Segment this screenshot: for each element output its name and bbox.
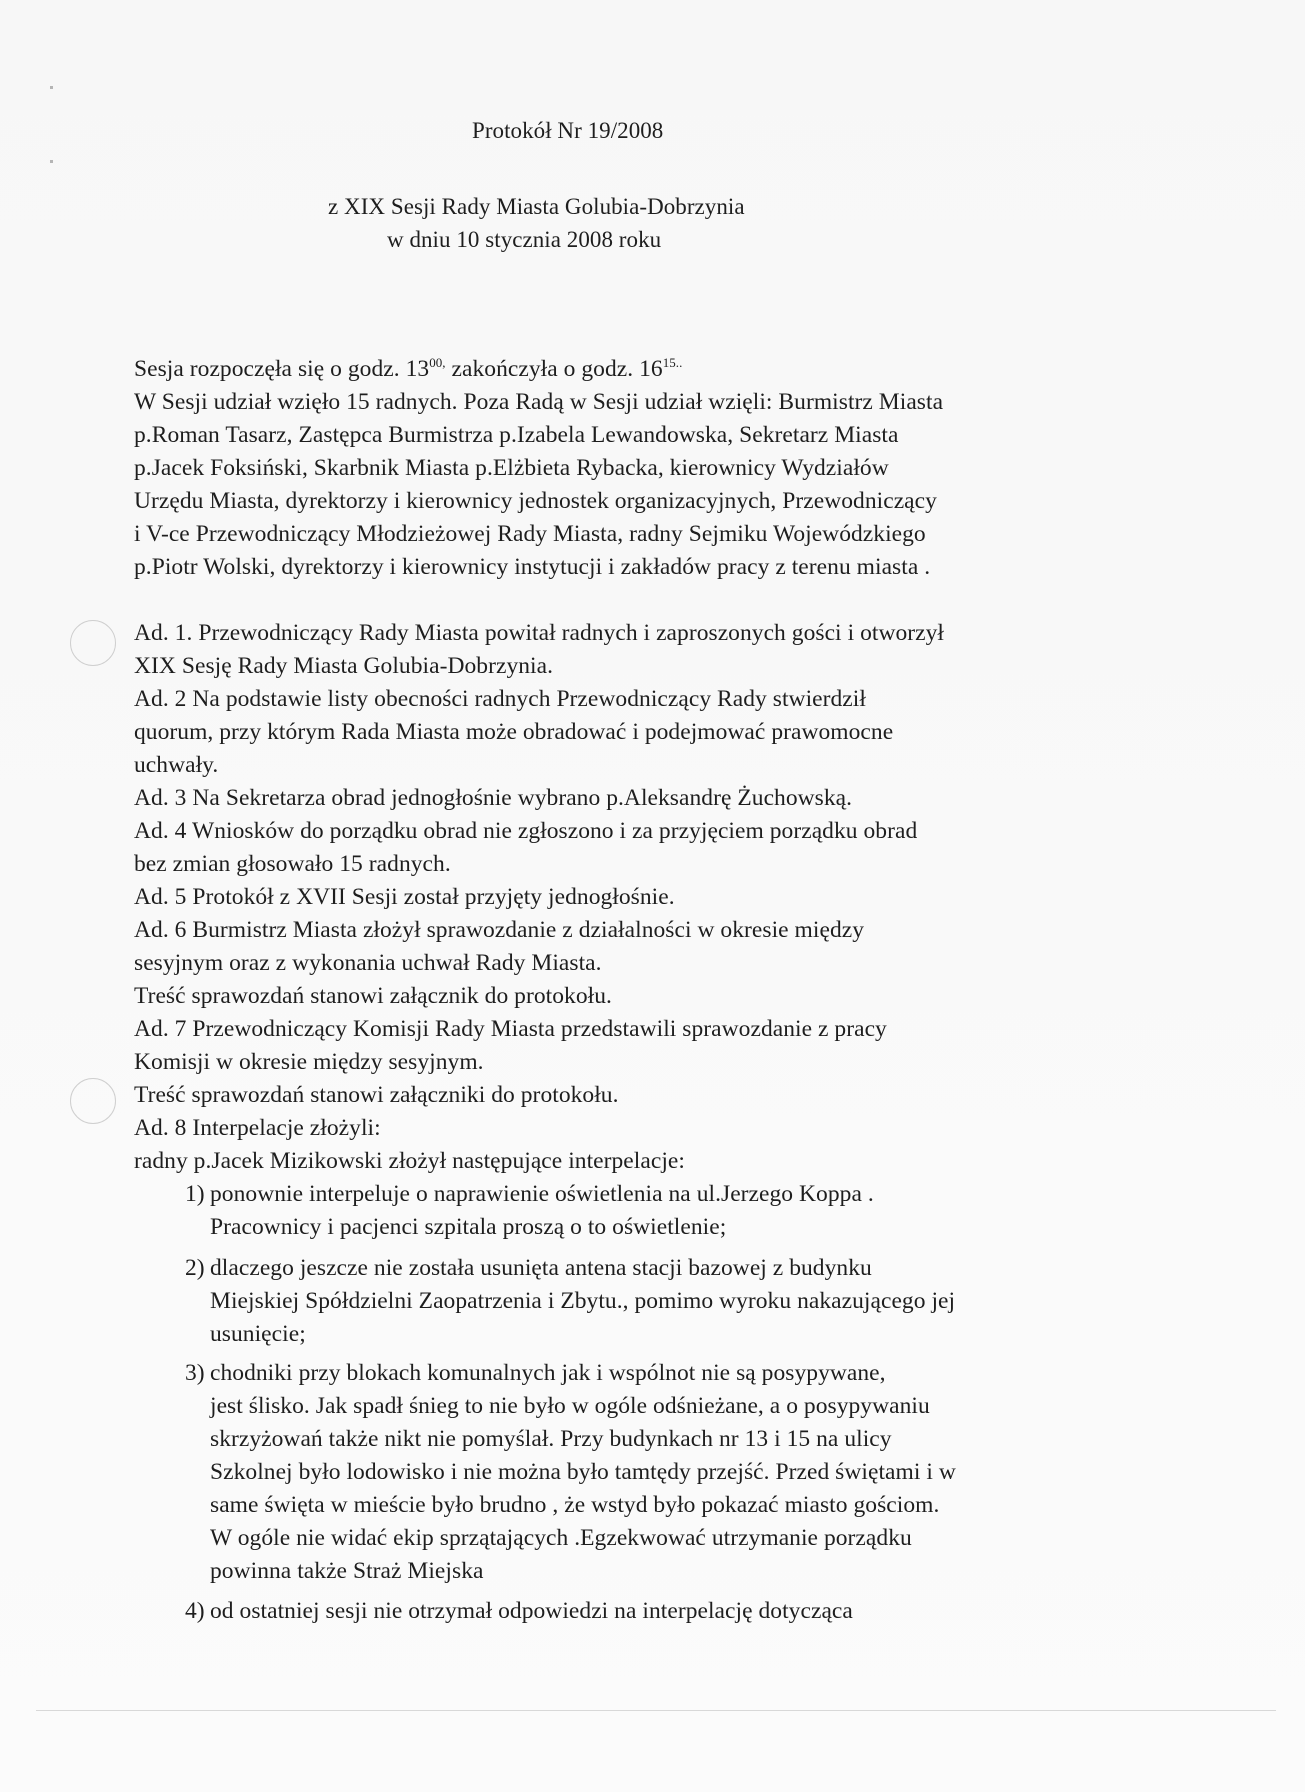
session-end-text: zakończyła o godz. 16 (445, 356, 663, 382)
interpellation-line: powinna także Straż Miejska (210, 1558, 484, 1584)
attendance-line: i V-ce Przewodniczący Młodzieżowej Rady Miasta, radny Sejmiku Wojewódzkiego (134, 521, 926, 547)
agenda-line: Ad. 4 Wniosków do porządku obrad nie zgłoszono i za przyjęciem porządku obrad (134, 818, 918, 844)
interpellation-line: chodniki przy blokach komunalnych jak i wspólnot nie są posypywane, (210, 1360, 886, 1386)
attendance-line: p.Jacek Foksiński, Skarbnik Miasta p.Elżbieta Rybacka, kierownicy Wydziałów (134, 455, 889, 481)
interpellation-line: same święta w mieście było brudno , że wstyd było pokazać miasto gościom. (210, 1492, 940, 1518)
interpellation-line: skrzyżowań także nikt nie pomyślał. Przy budynkach nr 13 i 15 na ulicy (210, 1426, 892, 1452)
session-start-text: Sesja rozpoczęła się o godz. 13 (134, 356, 430, 382)
agenda-line: radny p.Jacek Mizikowski złożył następujące interpelacje: (134, 1148, 685, 1174)
session-times (134, 353, 682, 385)
agenda-line: Ad. 7 Przewodniczący Komisji Rady Miasta przedstawili sprawozdanie z pracy (134, 1016, 887, 1042)
punch-hole-mark (70, 620, 116, 666)
interpellation-line: Szkolnej było lodowisko i nie można było tamtędy przejść. Przed świętami i w (210, 1459, 956, 1485)
list-number: 3) (185, 1360, 205, 1386)
agenda-line: Ad. 1. Przewodniczący Rady Miasta powitał radnych i zaproszonych gości i otworzył (134, 620, 945, 646)
agenda-line: Komisji w okresie między sesyjnym. (134, 1049, 484, 1075)
agenda-line: Ad. 2 Na podstawie listy obecności radnych Przewodniczący Rady stwierdził (134, 686, 866, 712)
session-end-minutes: 15.. (662, 355, 683, 371)
interpellation-line: Miejskiej Spółdzielni Zaopatrzenia i Zbytu., pomimo wyroku nakazującego jej (210, 1288, 956, 1314)
interpellation-line: jest ślisko. Jak spadł śnieg to nie było w ogóle odśnieżane, a o posypywaniu (210, 1393, 930, 1419)
attendance-line: p.Piotr Wolski, dyrektorzy i kierownicy instytucji i zakładów pracy z terenu miasta . (134, 554, 931, 580)
interpellation-line: Pracownicy i pacjenci szpitala proszą o to oświetlenie; (210, 1214, 727, 1240)
session-start-minutes: 00, (429, 355, 446, 371)
agenda-line: Ad. 6 Burmistrz Miasta złożył sprawozdanie z działalności w okresie między (134, 917, 865, 943)
agenda-line: quorum, przy którym Rada Miasta może obradować i podejmować prawomocne (134, 719, 894, 745)
agenda-line: Treść sprawozdań stanowi załączniki do protokołu. (134, 1082, 619, 1108)
list-number: 1) (185, 1181, 205, 1207)
agenda-line: uchwały. (134, 752, 219, 778)
interpellation-line: W ogóle nie widać ekip sprzątających .Egzekwować utrzymanie porządku (210, 1525, 912, 1551)
agenda-line: Ad. 3 Na Sekretarza obrad jednogłośnie wybrano p.Aleksandrę Żuchowską. (134, 785, 853, 811)
session-name: z XIX Sesji Rady Miasta Golubia-Dobrzynia (328, 194, 745, 219)
agenda-line: Ad. 8 Interpelacje złożyli: (134, 1115, 381, 1141)
interpellation-line: dlaczego jeszcze nie została usunięta antena stacji bazowej z budynku (210, 1255, 872, 1281)
interpellation-line: od ostatniej sesji nie otrzymał odpowiedzi na interpelację dotycząca (210, 1598, 853, 1624)
scan-edge-line (36, 1710, 1276, 1711)
punch-hole-mark (70, 1078, 116, 1124)
agenda-line: bez zmian głosowało 15 radnych. (134, 851, 451, 877)
interpellation-line: usunięcie; (210, 1321, 306, 1347)
document-title: Protokół Nr 19/2008 (472, 118, 664, 143)
attendance-line: W Sesji udział wzięło 15 radnych. Poza Radą w Sesji udział wzięli: Burmistrz Miasta (134, 389, 944, 415)
attendance-line: p.Roman Tasarz, Zastępca Burmistrza p.Izabela Lewandowska, Sekretarz Miasta (134, 422, 899, 448)
list-number: 2) (185, 1255, 205, 1281)
scan-speck (50, 160, 53, 163)
agenda-line: XIX Sesję Rady Miasta Golubia-Dobrzynia. (134, 653, 554, 679)
attendance-line: Urzędu Miasta, dyrektorzy i kierownicy jednostek organizacyjnych, Przewodniczący (134, 488, 937, 514)
agenda-line: Treść sprawozdań stanowi załącznik do protokołu. (134, 983, 612, 1009)
scan-speck (50, 86, 53, 89)
agenda-line: Ad. 5 Protokół z XVII Sesji został przyjęty jednogłośnie. (134, 884, 675, 910)
list-number: 4) (185, 1598, 205, 1624)
interpellation-line: ponownie interpeluje o naprawienie oświetlenia na ul.Jerzego Koppa . (210, 1181, 874, 1207)
agenda-line: sesyjnym oraz z wykonania uchwał Rady Miasta. (134, 950, 602, 976)
session-date: w dniu 10 stycznia 2008 roku (387, 227, 662, 252)
